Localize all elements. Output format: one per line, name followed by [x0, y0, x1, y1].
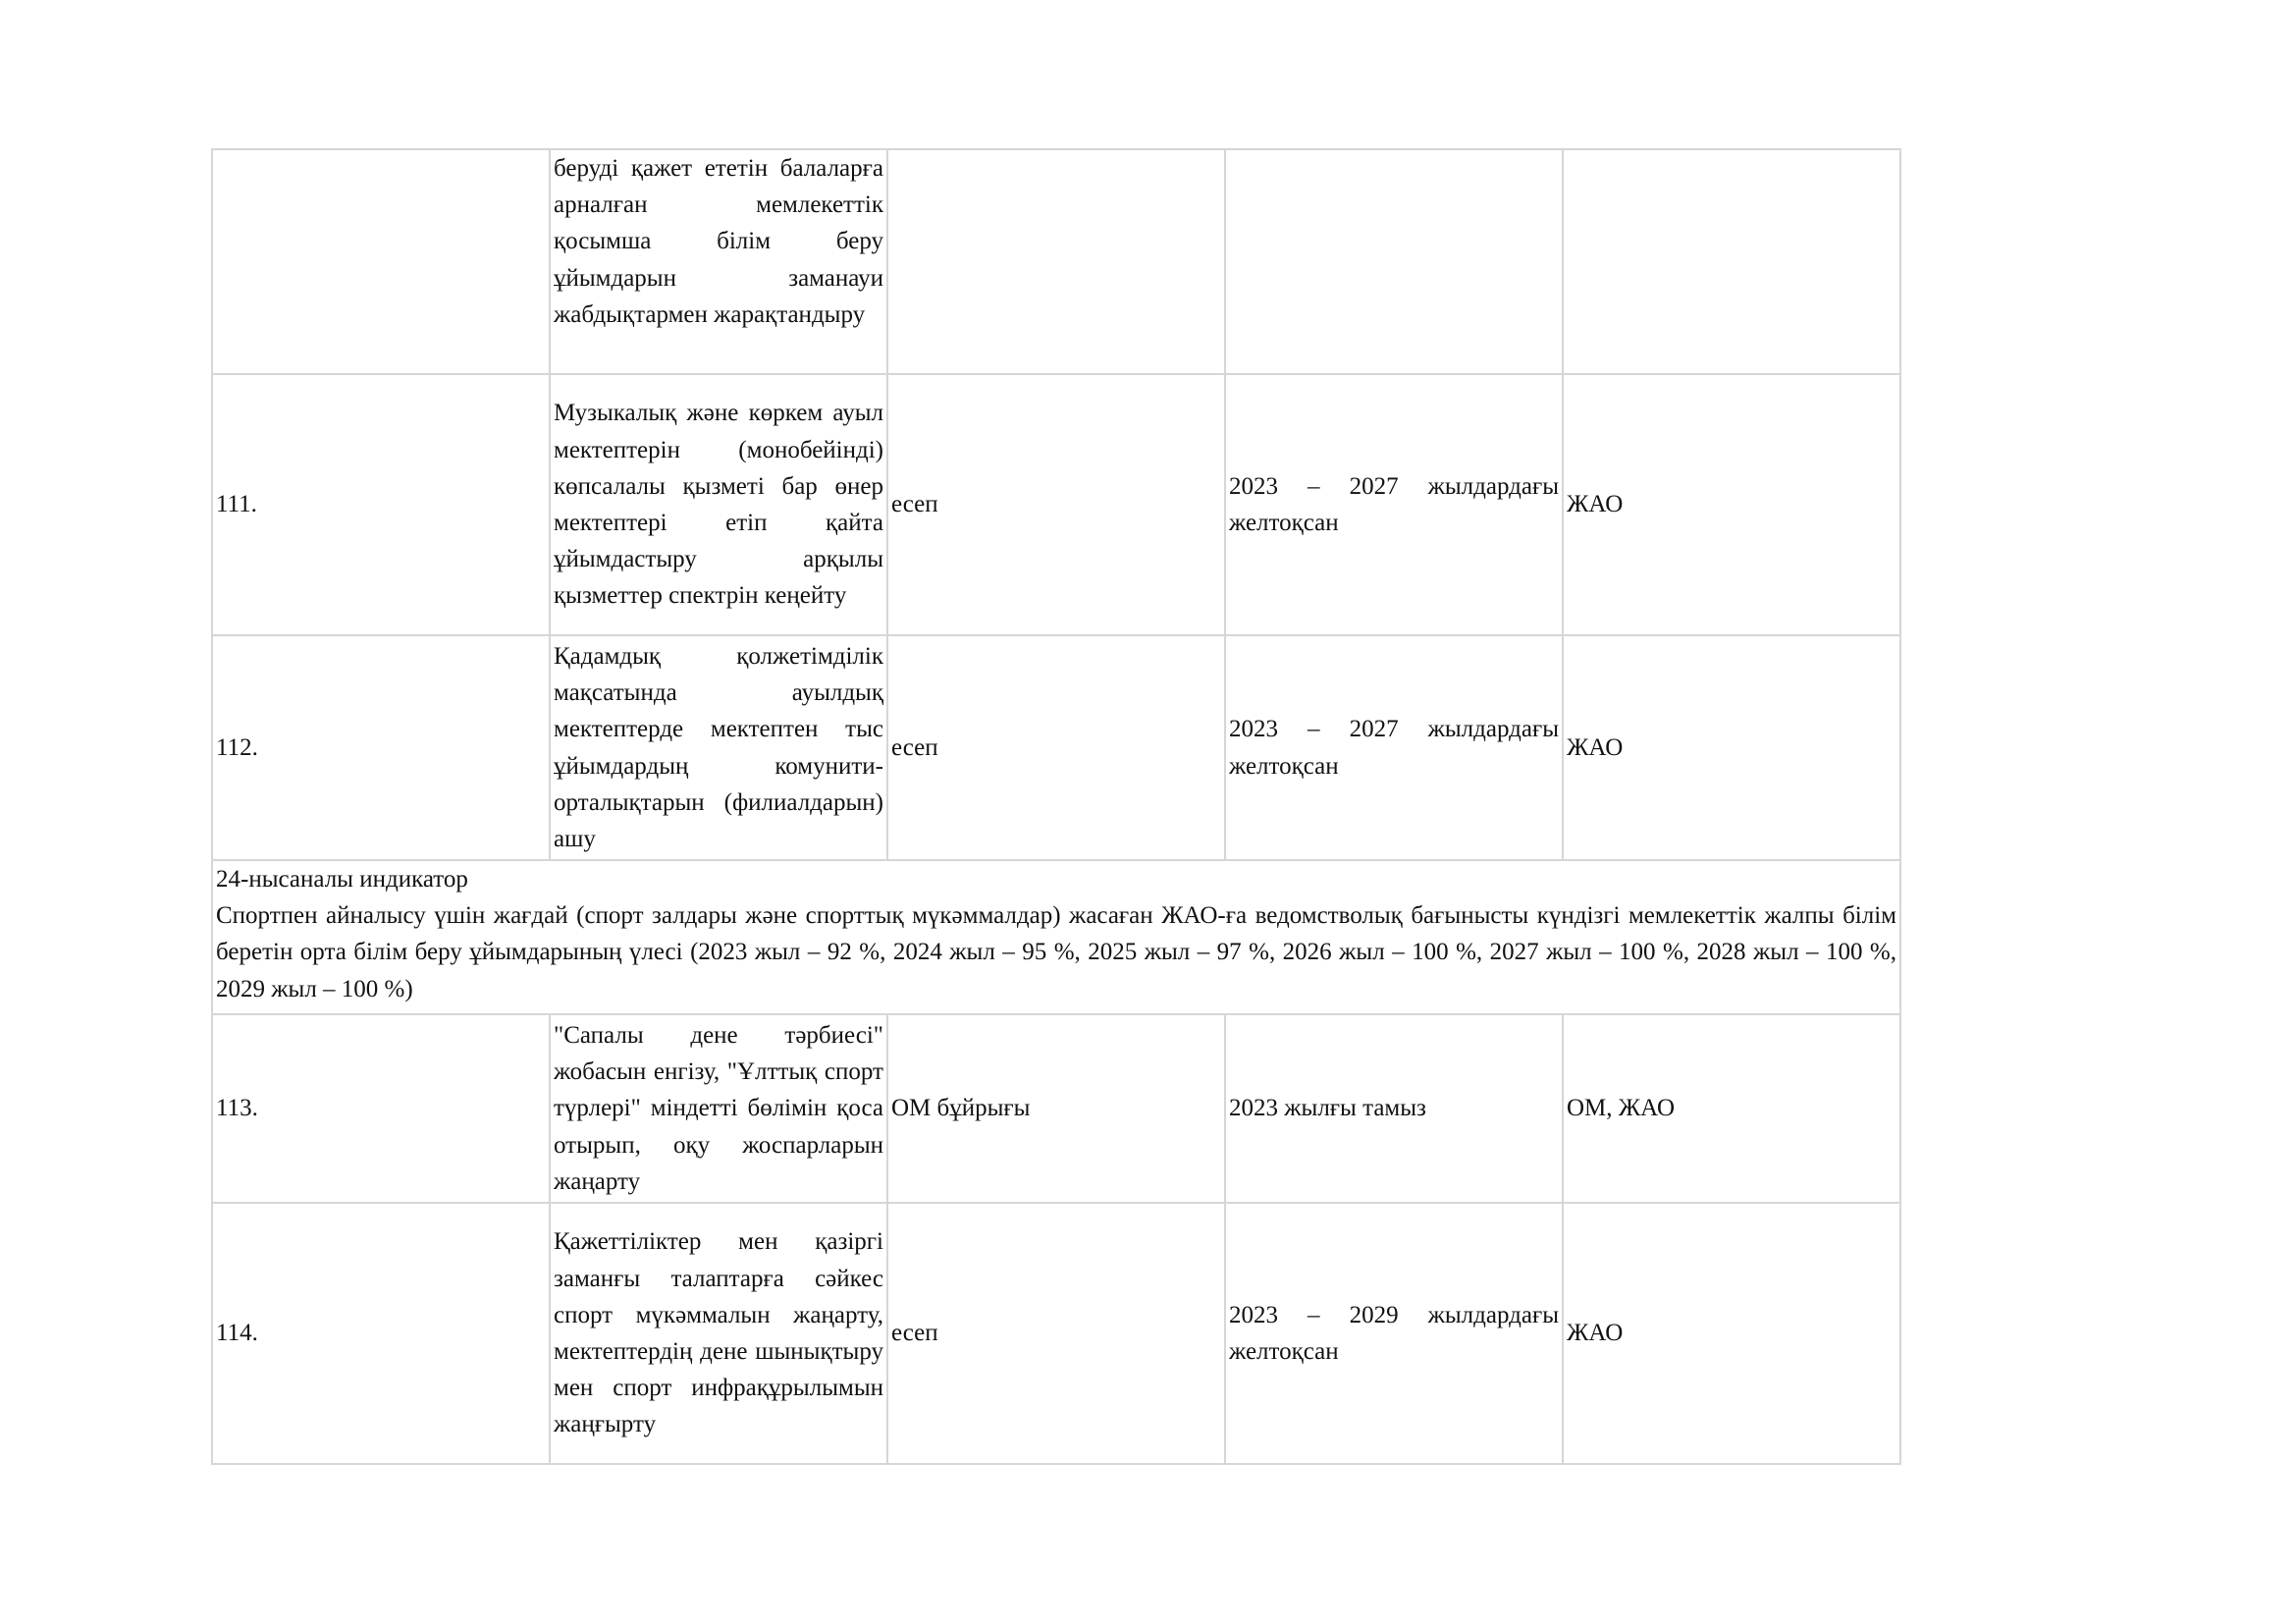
row-completion-form-cell: есеп	[887, 374, 1225, 635]
indicator-title: 24-нысаналы индикатор	[216, 866, 468, 893]
row-completion-form-cell: есеп	[887, 635, 1225, 860]
row-description: "Сапалы дене тәрбиесі" жобасын енгізу, "Ұлттық спорт түрлері" міндетті бөлімін қоса отырып, оқу жоспарларын жаңарту	[554, 1021, 883, 1195]
table-row	[212, 149, 1900, 374]
table-row	[212, 1014, 1900, 1203]
row-completion-form-cell: ОМ бұйрығы	[887, 1014, 1225, 1203]
row-deadline-cell	[1225, 374, 1563, 635]
row-responsible-cell: ОМ, ЖАО	[1563, 1014, 1900, 1203]
row-deadline-cell	[1225, 1203, 1563, 1464]
row-deadline: 2023 – 2029 жылдардағы желтоқсан	[1229, 1301, 1559, 1365]
row-description-cell	[550, 374, 887, 635]
table-row	[212, 635, 1900, 860]
row-responsible-cell: ЖАО	[1563, 635, 1900, 860]
row-number-cell: 112.	[212, 635, 550, 860]
row-deadline: 2023 – 2027 жылдардағы желтоқсан	[1229, 472, 1559, 536]
table-row	[212, 374, 1900, 635]
row-responsible-cell: ЖАО	[1563, 1203, 1900, 1464]
row-deadline-cell	[1225, 635, 1563, 860]
row-description-cell	[550, 1014, 887, 1203]
indicator-text: Спортпен айналысу үшін жағдай (спорт залдары және спорттық мүкәммалдар) жасаған ЖАО-ға ведомстволық бағынысты күндізгі мемлекеттік жалпы білім беретін орта білім беру ұйымдарының үлесі (2023 жыл – 92 %, 2024 жыл – 95 %, 2025 жыл – 97 %, 2026 жыл – 100 %, 2027 жыл – 100 %, 2028 жыл – 100 %, 2029 жыл – 100 %)	[216, 902, 1896, 1002]
indicator-row	[212, 860, 1900, 1014]
table-row	[212, 1203, 1900, 1464]
row-description: Музыкалық және көркем ауыл мектептерін (монобейінді) көпсалалы қызметі бар өнер мектептері етіп қайта ұйымдастыру арқылы қызметтер спектрін кеңейту	[554, 400, 883, 610]
row-responsible-cell: ЖАО	[1563, 374, 1900, 635]
row-description-cell	[550, 635, 887, 860]
row-completion-form-cell	[887, 149, 1225, 374]
row-number-cell: 114.	[212, 1203, 550, 1464]
row-completion-form-cell: есеп	[887, 1203, 1225, 1464]
row-description: беруді қажет ететін балаларға арналған мемлекеттік қосымша білім беру ұйымдарын заманауи жабдықтармен жарақтандыру	[554, 155, 883, 328]
row-description: Қажеттіліктер мен қазіргі заманғы талаптарға сәйкес спорт мүкәммалын жаңарту, мектептердің дене шынықтыру мен спорт инфрақұрылымын жаңғырту	[554, 1228, 883, 1438]
row-description-cell	[550, 1203, 887, 1464]
row-deadline-cell: 2023 жылғы тамыз	[1225, 1014, 1563, 1203]
action-plan-table	[211, 148, 1901, 1465]
indicator-cell	[212, 860, 1900, 1014]
row-description: Қадамдық қолжетімділік мақсатында ауылдық мектептерде мектептен тыс ұйымдардың комунити-орталықтарын (филиалдарын) ашу	[554, 642, 883, 852]
row-number-cell	[212, 149, 550, 374]
row-deadline: 2023 – 2027 жылдардағы желтоқсан	[1229, 716, 1559, 780]
row-description-cell	[550, 149, 887, 374]
row-number-cell: 111.	[212, 374, 550, 635]
row-deadline-cell	[1225, 149, 1563, 374]
row-number-cell: 113.	[212, 1014, 550, 1203]
row-responsible-cell	[1563, 149, 1900, 374]
